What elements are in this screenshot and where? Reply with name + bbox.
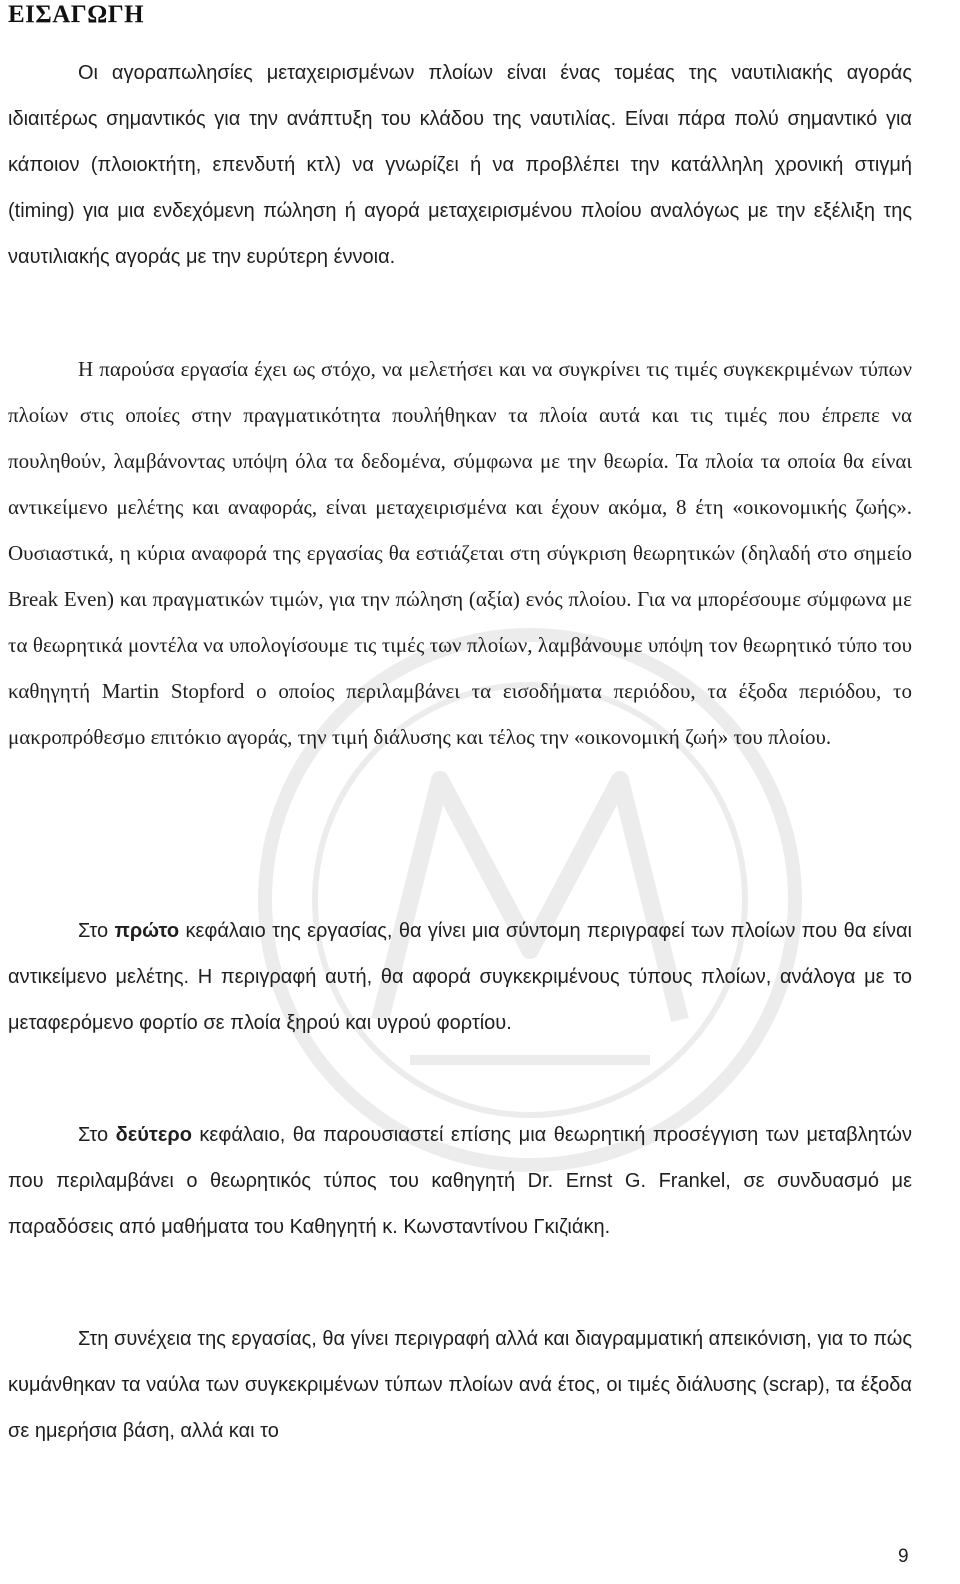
paragraph-aim xyxy=(8,346,912,760)
paragraph-continuation-text: Στη συνέχεια της εργασίας, θα γίνει περιγραφή αλλά και διαγραμματική απεικόνιση, για το πώς κυμάνθηκαν τα ναύλα των συγκεκριμένων τύπων πλοίων ανά έτος, οι τιμές διάλυσης (scrap), τα έξοδα σε ημερήσια βάση, αλλά και το xyxy=(8,1328,912,1442)
paragraph-chapter-one-lead: Στο xyxy=(78,920,115,942)
paragraph-intro xyxy=(8,50,912,280)
paragraph-intro-text: Οι αγοραπωλησίες μεταχειρισμένων πλοίων είναι ένας τομέας της ναυτιλιακής αγοράς ιδιαιτέρως σημαντικός για την ανάπτυξη του κλάδου της ναυτιλίας. Είναι πάρα πολύ σημαντικό για κάποιον (πλοιοκτήτη, επενδυτή κτλ) να γνωρίζει ή να προβλέπει την κατάλληλη χρονική στιγμή (timing) για μια ενδεχόμενη πώληση ή αγορά μεταχειρισμένου πλοίου αναλόγως με την εξέλιξη της ναυτιλιακής αγοράς με την ευρύτερη έννοια. xyxy=(8,62,912,268)
chapter-one-keyword: πρώτο xyxy=(114,920,180,942)
paragraph-chapter-two-text: κεφάλαιο, θα παρουσιαστεί επίσης μια θεωρητική προσέγγιση των μεταβλητών που περιλαμβάνει ο θεωρητικός τύπος του καθηγητή Dr. Ernst G. Frankel, σε συνδυασμό με παραδόσεις από μαθήματα του Καθηγητή κ. Κωνσταντίνου Γκιζιάκη. xyxy=(8,1124,913,1238)
section-heading: ΕΙΣΑΓΩΓΗ xyxy=(8,1,145,28)
paragraph-chapter-two xyxy=(8,1112,912,1250)
paragraph-chapter-one xyxy=(8,908,912,1046)
page-number: 9 xyxy=(898,1546,909,1567)
chapter-two-keyword: δεύτερο xyxy=(115,1124,192,1146)
paragraph-aim-text: Η παρούσα εργασία έχει ως στόχο, να μελετήσει και να συγκρίνει τις τιμές συγκεκριμένων τύπων πλοίων στις οποίες στην πραγματικότητα πουλήθηκαν τα πλοία αυτά και τις τιμές που έπρεπε να πουληθούν, λαμβάνοντας υπόψη όλα τα δεδομένα, σύμφωνα με την θεωρία. Τα πλοία τα οποία θα είναι αντικείμενο μελέτης και αναφοράς, είναι μεταχειρισμένα και έχουν ακόμα, 8 έτη «οικονομικής ζωής». Ουσιαστικά, η κύρια αναφορά της εργασίας θα εστιάζεται στη σύγκριση θεωρητικών (δηλαδή στο σημείο Break Even) και πραγματικών τιμών, για την πώληση (αξία) ενός πλοίου. Για να μπορέσουμε σύμφωνα με τα θεωρητικά μοντέλα να υπολογίσουμε τις τιμές των πλοίων, λαμβάνουμε υπόψη τον θεωρητικό τύπο του καθηγητή Martin Stopford ο οποίος περιλαμβάνει τα εισοδήματα περιόδου, τα έξοδα περιόδου, το μακροπρόθεσμο επιτόκιο αγοράς, την τιμή διάλυσης και τέλος την «οικονομική ζωή» του πλοίου. xyxy=(8,357,912,749)
paragraph-continuation xyxy=(8,1316,912,1454)
paragraph-chapter-one-text: κεφάλαιο της εργασίας, θα γίνει μια σύντομη περιγραφεί των πλοίων που θα είναι αντικείμενο μελέτης. Η περιγραφή αυτή, θα αφορά συγκεκριμένους τύπους πλοίων, ανάλογα με το μεταφερόμενο φορτίο σε πλοία ξηρού και υγρού φορτίου. xyxy=(8,920,912,1034)
paragraph-chapter-two-lead: Στο xyxy=(78,1124,116,1146)
